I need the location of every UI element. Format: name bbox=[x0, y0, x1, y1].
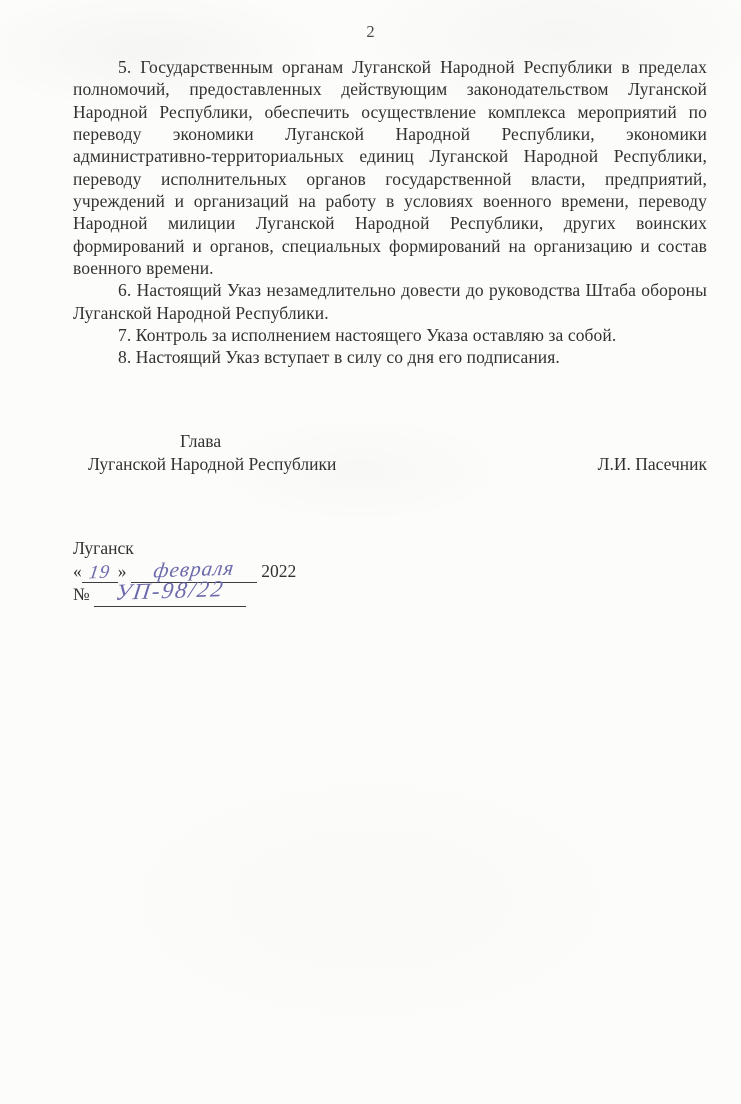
date-month-handwritten: февраля bbox=[151, 555, 236, 582]
number-handwritten: УП-98/22 bbox=[114, 576, 227, 605]
signatory-post-line2: Луганской Народной Республики bbox=[88, 453, 337, 474]
signatory-post-line1: Глава bbox=[180, 431, 222, 451]
signatory-name: Л.И. Пасечник bbox=[597, 453, 707, 474]
date-year: 2022 bbox=[261, 560, 297, 581]
paragraph-item-5: 5. Государственным органам Луганской Народной Республики в пределах полномочий, предоставленных действующим законодательством Луганской Народной Республики, обеспечить осуществление комплекса мероприятий по переводу экономики Луганской Народной Республики, экономики административно-территориальных единиц Луганской Народной Республики, переводу исполнительных органов государственной власти, предприятий, учреждений и организаций на работу в условиях военного времени, переводу Народной милиции Луганской Народной Республики, других воинских формирований и органов, специальных формирований на организацию и состав военного времени. bbox=[73, 57, 707, 279]
document-body bbox=[73, 56, 707, 369]
signature-block bbox=[73, 430, 707, 475]
paragraph-item-7: 7. Контроль за исполнением настоящего Указа оставляю за собой. bbox=[118, 325, 617, 346]
number-sign-label: № bbox=[73, 584, 90, 604]
issuance-block bbox=[73, 537, 296, 607]
paragraph-item-6: 6. Настоящий Указ незамедлительно довести до руководства Штаба обороны Луганской Народной Республики. bbox=[73, 280, 707, 323]
issuance-city: Луганск bbox=[73, 538, 134, 558]
paragraph-item-8: 8. Настоящий Указ вступает в силу со дня его подписания. bbox=[118, 347, 560, 368]
date-day-blank bbox=[82, 561, 118, 584]
quote-close: » bbox=[117, 560, 127, 581]
issuance-number-line bbox=[73, 576, 296, 607]
page-number: 2 bbox=[366, 22, 375, 41]
signature-row bbox=[73, 453, 707, 476]
date-day-handwritten: 19 bbox=[87, 561, 112, 583]
quote-open: « bbox=[73, 560, 82, 581]
number-blank bbox=[94, 576, 246, 607]
